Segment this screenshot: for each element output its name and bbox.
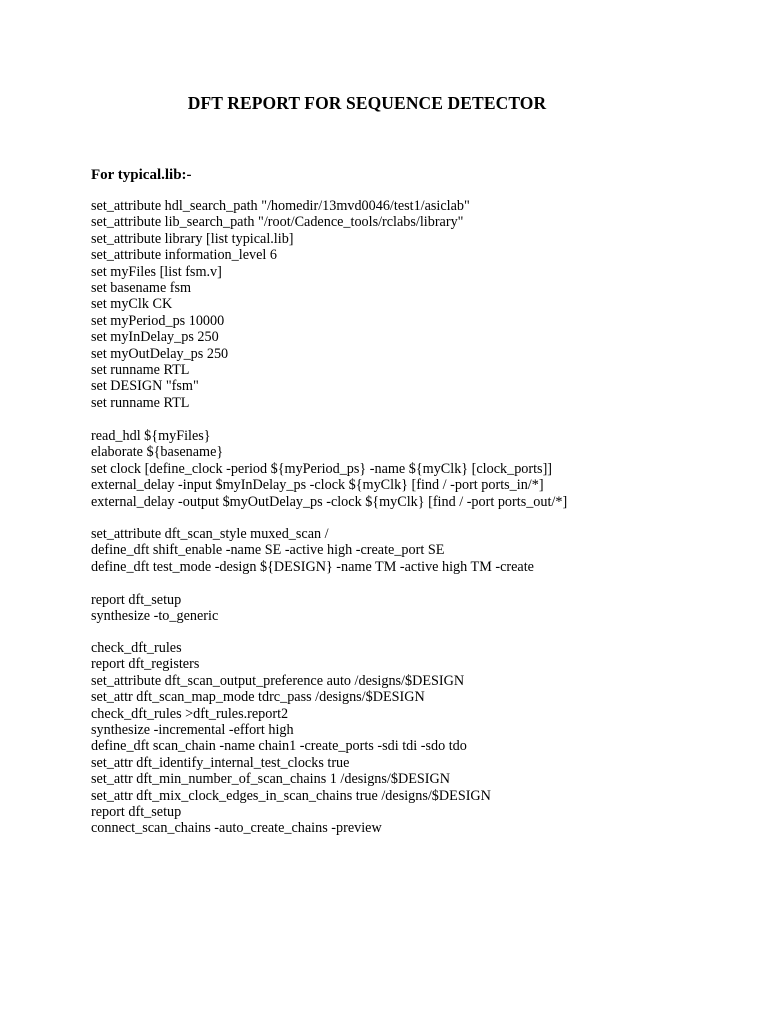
section-heading: For typical.lib:-	[91, 167, 192, 183]
code-line: set_attribute dft_scan_output_preference auto /designs/$DESIGN	[91, 672, 465, 689]
code-line: define_dft test_mode -design ${DESIGN} -name TM -active high TM -create	[91, 558, 534, 575]
code-line: external_delay -output $myOutDelay_ps -clock ${myClk} [find / -port ports_out/*]	[91, 493, 568, 510]
code-line: set myOutDelay_ps 250	[91, 345, 229, 362]
code-line: set myClk CK	[91, 296, 173, 313]
code-line: set_attr dft_scan_map_mode tdrc_pass /designs/$DESIGN	[91, 689, 425, 706]
code-line: set_attribute dft_scan_style muxed_scan /	[91, 526, 329, 542]
script-block-dft-define	[91, 526, 534, 575]
code-line: set clock [define_clock -period ${myPeriod_ps} -name ${myClk} [clock_ports]]	[91, 460, 553, 477]
code-line: set runname RTL	[91, 394, 190, 411]
code-line: set_attribute lib_search_path "/root/Cadence_tools/rclabs/library"	[91, 214, 464, 231]
code-line: set_attribute hdl_search_path "/homedir/13mvd0046/test1/asiclab"	[91, 198, 470, 214]
code-line: synthesize -to_generic	[91, 608, 219, 625]
code-line: report dft_setup	[91, 592, 182, 608]
script-block-read-elaborate	[91, 428, 567, 510]
code-line: read_hdl ${myFiles}	[91, 428, 211, 444]
code-line: define_dft scan_chain -name chain1 -create_ports -sdi tdi -sdo tdo	[91, 738, 467, 755]
code-line: set_attr dft_mix_clock_edges_in_scan_chains true /designs/$DESIGN	[91, 787, 491, 804]
script-block-scan-chains	[91, 640, 491, 837]
code-line: check_dft_rules	[91, 640, 182, 656]
code-line: define_dft shift_enable -name SE -active high -create_port SE	[91, 542, 445, 559]
document-title: DFT REPORT FOR SEQUENCE DETECTOR	[187, 93, 547, 113]
code-line: elaborate ${basename}	[91, 444, 224, 461]
code-line: set myPeriod_ps 10000	[91, 312, 225, 329]
code-line: synthesize -incremental -effort high	[91, 721, 294, 738]
code-line: set myInDelay_ps 250	[91, 329, 219, 346]
code-line: report dft_registers	[91, 656, 200, 673]
code-line: set_attr dft_identify_internal_test_clocks true	[91, 754, 350, 771]
code-line: set myFiles [list fsm.v]	[91, 263, 222, 280]
script-block-settings	[91, 198, 470, 411]
code-line: report dft_setup	[91, 803, 182, 820]
script-block-report-synth	[91, 592, 218, 625]
code-line: external_delay -input $myInDelay_ps -clock ${myClk} [find / -port ports_in/*]	[91, 477, 544, 494]
code-line: set_attr dft_min_number_of_scan_chains 1 /designs/$DESIGN	[91, 771, 450, 788]
code-line: set_attribute information_level 6	[91, 247, 277, 264]
code-line: check_dft_rules >dft_rules.report2	[91, 705, 289, 722]
code-line: connect_scan_chains -auto_create_chains -preview	[91, 820, 382, 837]
code-line: set runname RTL	[91, 361, 190, 378]
code-line: set DESIGN "fsm"	[91, 378, 199, 395]
code-line: set basename fsm	[91, 279, 192, 296]
code-line: set_attribute library [list typical.lib]	[91, 230, 294, 247]
